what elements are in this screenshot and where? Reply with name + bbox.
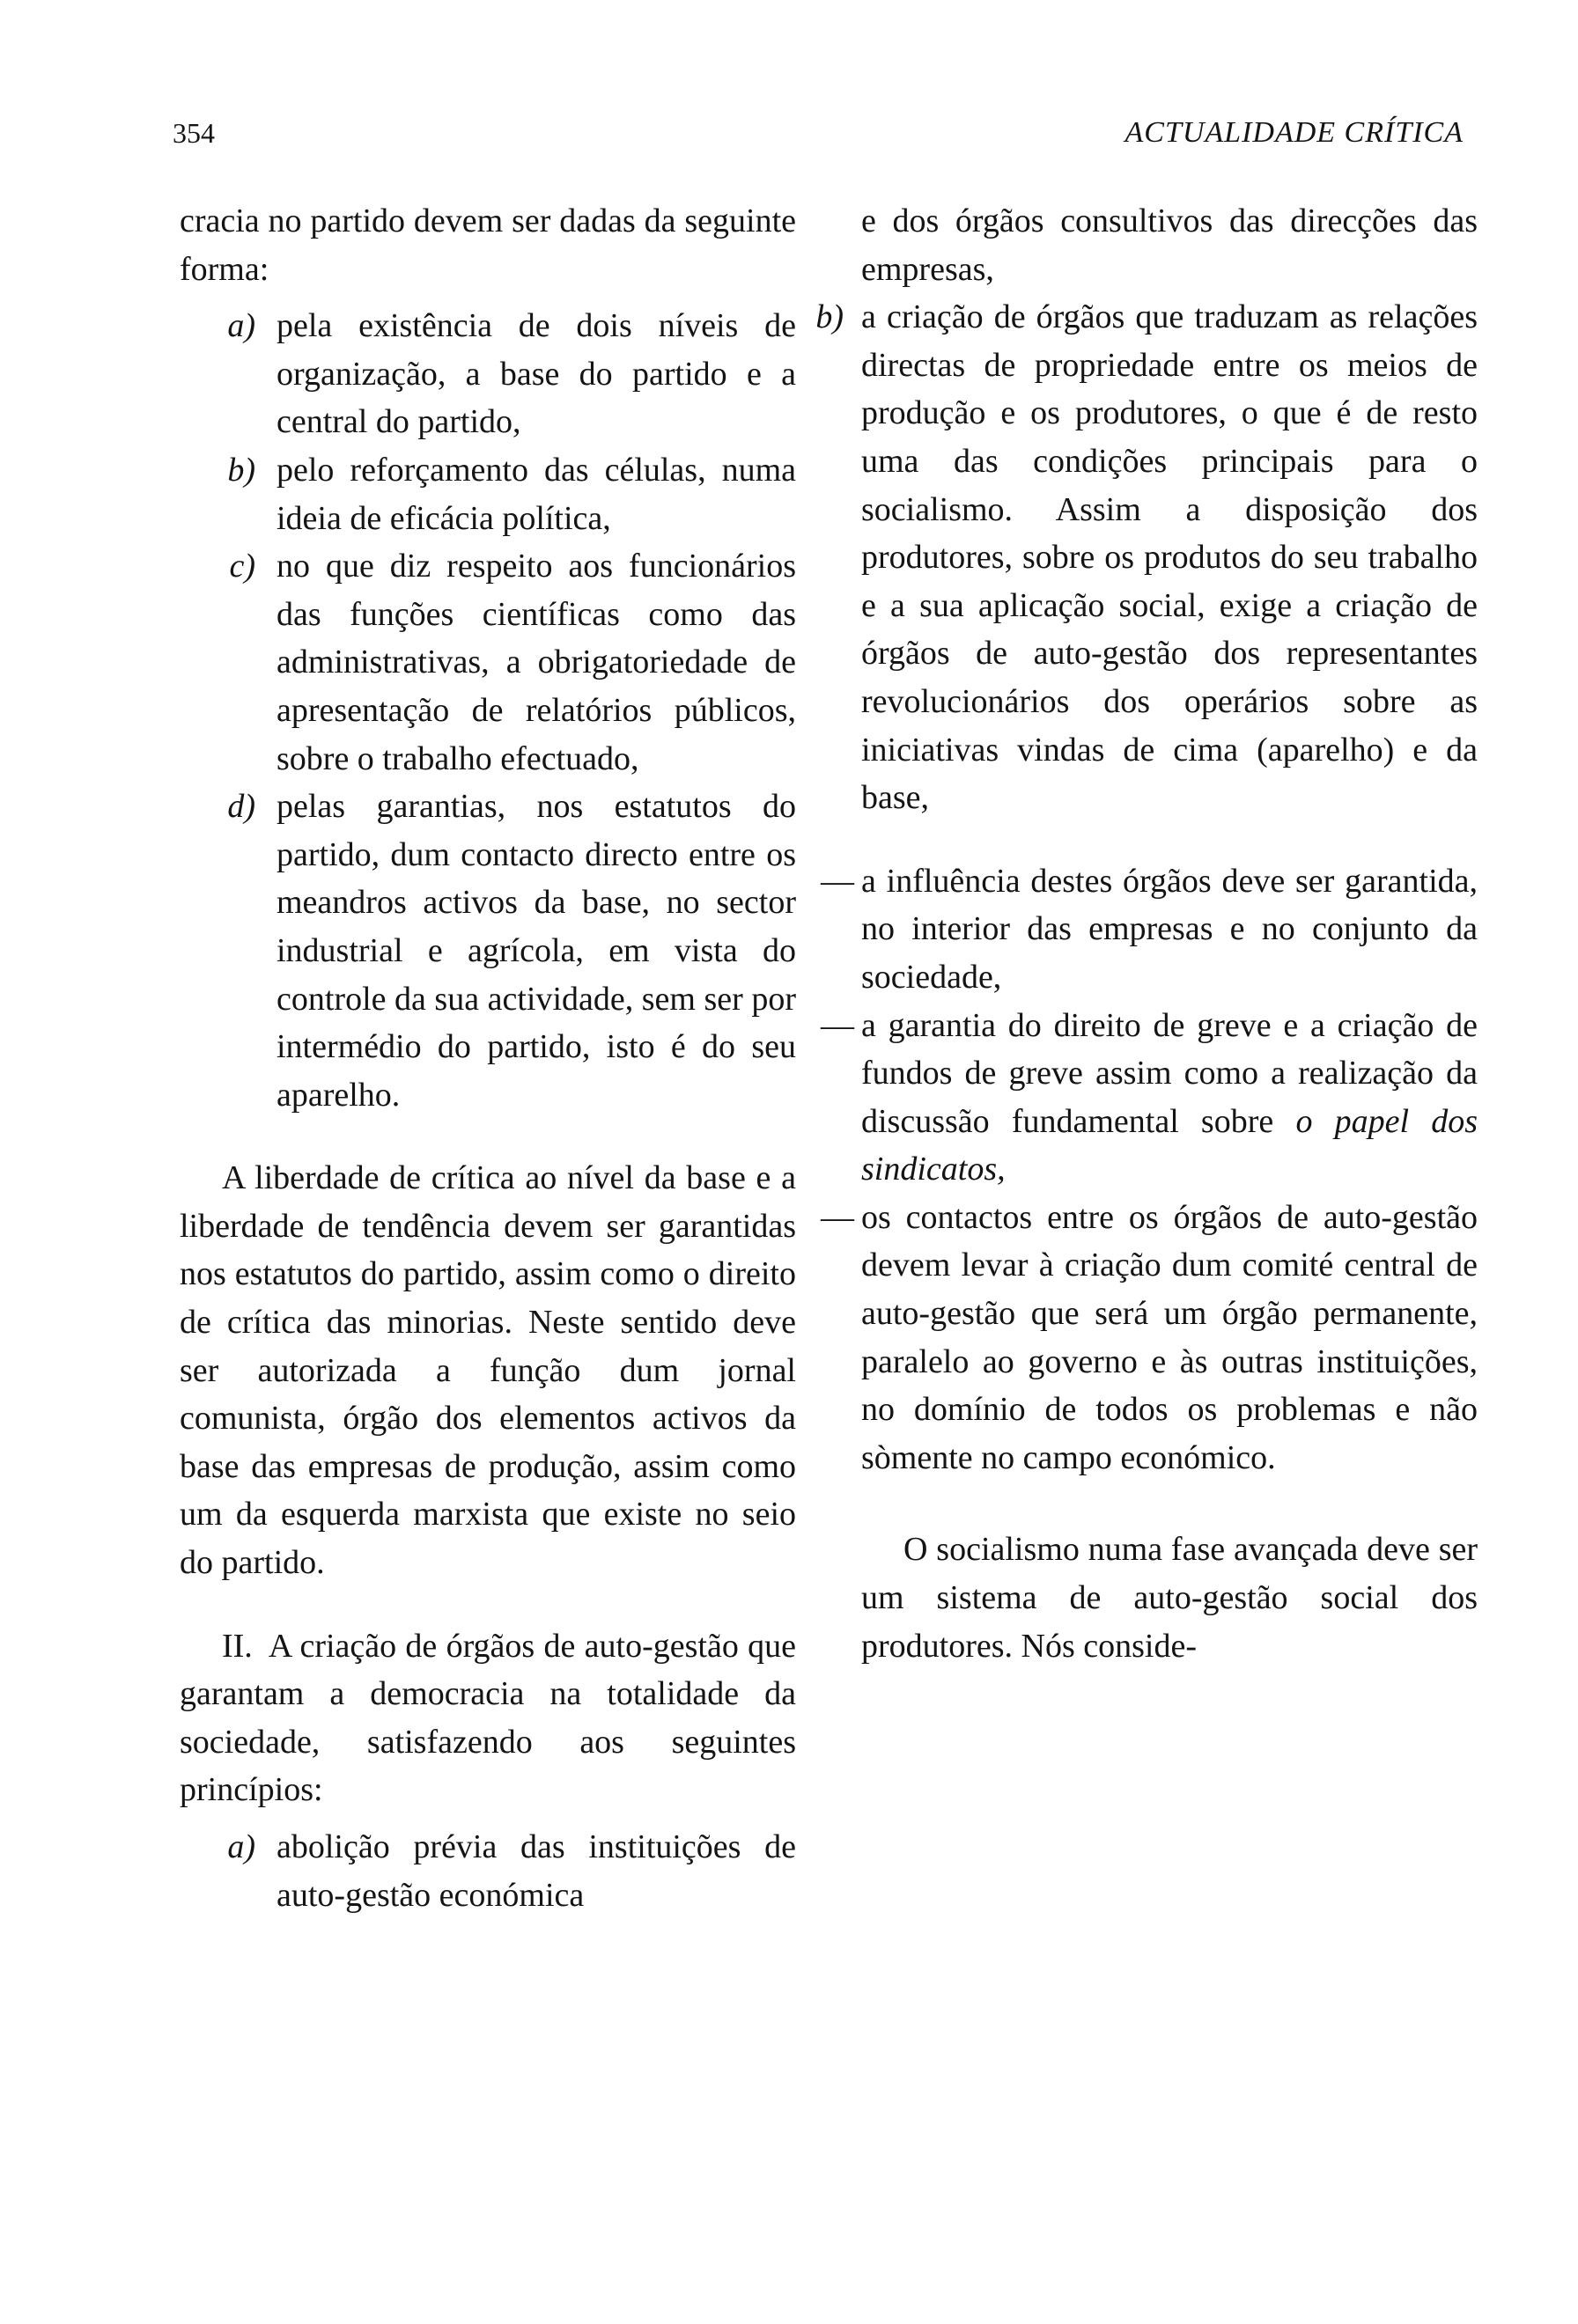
list-marker: c): [229, 548, 255, 585]
list-item: [180, 446, 796, 542]
list-item-text: abolição prévia das instituições de auto-gestão económica: [277, 1828, 796, 1914]
list-item-text: pela existência de dois níveis de organização, a base do partido e a central do partido,: [277, 307, 796, 441]
dash-item-text-main: a garantia do direito de greve e a criação de fundos de greve assim como a realização da discussão fundamental sobre: [861, 1006, 1478, 1140]
dash-item-text: [861, 1002, 1478, 1194]
dash-item: [821, 1002, 1478, 1194]
list-marker: b): [227, 451, 255, 489]
closing-paragraph: O socialismo numa fase avançada deve ser um sistema de auto-gestão social dos produtores. Nós conside-: [861, 1531, 1478, 1665]
section-text: A criação de órgãos de auto-gestão que garantam a democracia na totalidade da sociedade, satisfazendo aos seguintes princípios:: [180, 1627, 796, 1809]
intro-paragraph: cracia no partido devem ser dadas da seguinte forma:: [180, 202, 796, 288]
dash-marker: —: [821, 1198, 854, 1236]
continuation-text: e dos órgãos consultivos das direcções das empresas,: [861, 202, 1478, 288]
list-item: [180, 302, 796, 446]
list-item-text: no que diz respeito aos funcionários das funções científicas como das administrativas, a obrigatoriedade de apresentação de relatórios públicos, sobre o trabalho efectuado,: [277, 548, 796, 777]
left-column: [180, 197, 796, 1919]
dash-marker: —: [821, 862, 854, 900]
list-marker: d): [227, 788, 255, 826]
body-paragraph: A liberdade de crítica ao nível da base e a liberdade de tendência devem ser garantidas nos estatutos do partido, assim como o direito de crítica das minorias. Neste sentido deve ser autorizada a função dum jornal comunista, órgão dos elementos activos da base das empresas de produção, assim como um da esquerda marxista que existe no seio do partido.: [180, 1159, 796, 1582]
list-marker: b): [815, 298, 844, 336]
section-paragraph: [180, 1622, 796, 1814]
italic-phrase: o papel dos sindicatos: [861, 1102, 1478, 1188]
running-title: ACTUALIDADE CRÍTICA: [1125, 116, 1464, 149]
list-item: [180, 542, 796, 783]
page-number: 354: [173, 117, 215, 149]
list-item: [180, 783, 796, 1119]
right-column: [815, 197, 1478, 1670]
dash-item-text: a influência destes órgãos deve ser garantida, no interior das empresas e no conjunto da sociedade,: [861, 862, 1478, 996]
list-item-text: a criação de órgãos que traduzam as relações directas de propriedade entre os meios de produção e os produtores, o que é de resto uma das condições principais para o socialismo. Assim a disposição dos produtores, sobre os produtos do seu trabalho e a sua aplicação social, exige a criação de órgãos de auto-gestão dos representantes revolucionários dos operários sobre as iniciativas vindas de cima (aparelho) e da base,: [861, 298, 1478, 817]
italic-suffix: ,: [997, 1151, 1006, 1188]
section-number: II.: [222, 1627, 253, 1665]
list-item: [180, 1823, 796, 1919]
list-item-text: pelo reforçamento das células, numa ideia de eficácia política,: [277, 451, 796, 537]
dash-item: [821, 1194, 1478, 1482]
dash-item-text: os contactos entre os órgãos de auto-gestão devem levar à criação dum comité central de auto-gestão que será um órgão permanente, paralelo ao governo e às outras instituições, no domínio de todos os problemas e não sòmente no campo económico.: [861, 1198, 1478, 1476]
list-item-text: pelas garantias, nos estatutos do partido, dum contacto directo entre os meandros activos da base, no sector industrial e agrícola, em vista do controle da sua actividade, sem ser por intermédio do partido, isto é do seu aparelho.: [277, 788, 796, 1114]
list-item: [815, 293, 1478, 822]
dash-item: [821, 857, 1478, 1002]
list-marker: a): [227, 1828, 255, 1865]
dash-marker: —: [821, 1006, 854, 1044]
list-marker: a): [227, 307, 255, 345]
